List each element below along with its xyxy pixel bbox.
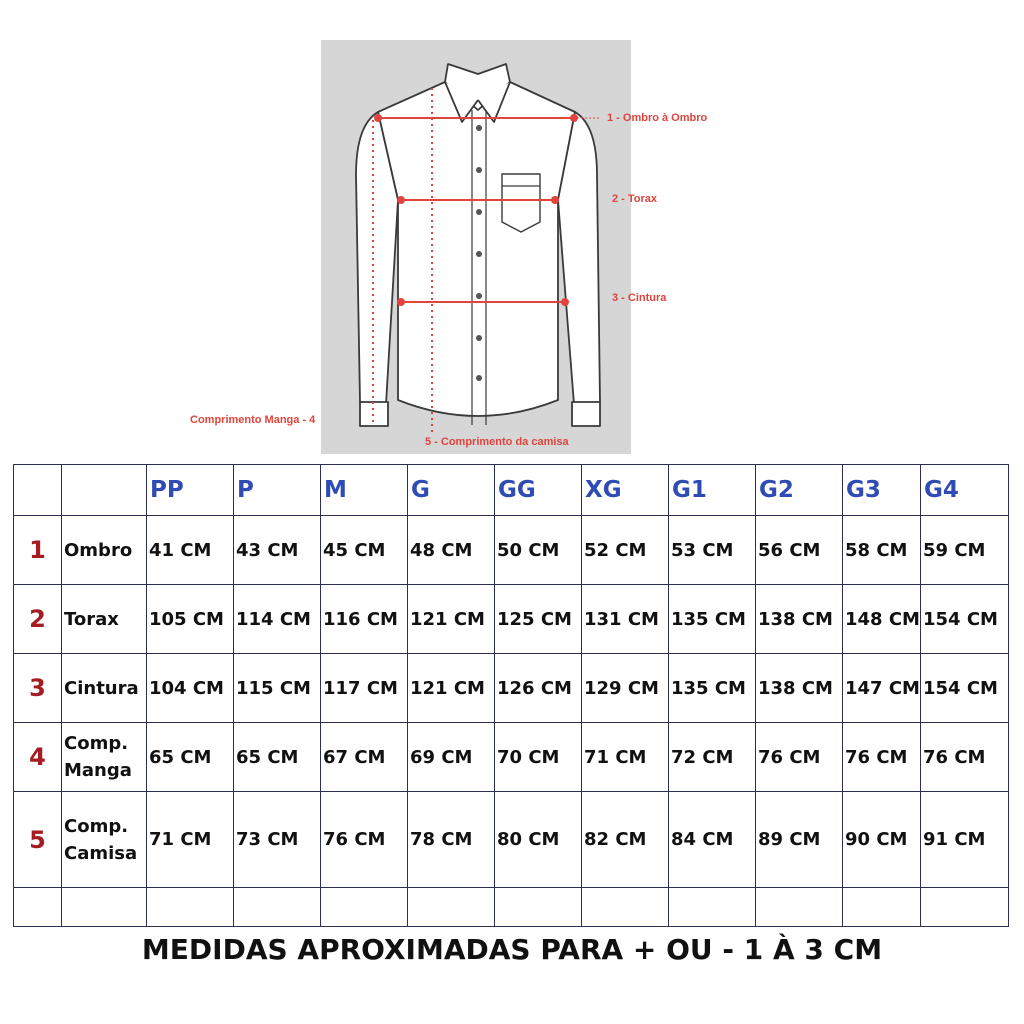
row-number: 5: [14, 792, 62, 888]
table-row: [14, 654, 1009, 723]
measure-value: 135 CM: [669, 654, 756, 723]
measure-value: 71 CM: [147, 792, 234, 888]
measure-value: 48 CM: [408, 516, 495, 585]
empty-cell: [495, 888, 582, 927]
measure-value: 148 CM: [843, 585, 921, 654]
measure-value: 70 CM: [495, 723, 582, 792]
measure-value: 65 CM: [234, 723, 321, 792]
row-number: 2: [14, 585, 62, 654]
table-row: [14, 723, 1009, 792]
measure-value: 147 CM: [843, 654, 921, 723]
shirt-diagram: [321, 40, 631, 454]
footnote: MEDIDAS APROXIMADAS PARA + OU - 1 À 3 CM: [141, 933, 883, 966]
measure-value: 116 CM: [321, 585, 408, 654]
table-header-row: [14, 465, 1009, 516]
measure-value: 90 CM: [843, 792, 921, 888]
measure-value: 78 CM: [408, 792, 495, 888]
measure-value: 91 CM: [921, 792, 1009, 888]
measure-value: 121 CM: [408, 585, 495, 654]
size-header-g: G: [408, 465, 495, 516]
measure-value: 43 CM: [234, 516, 321, 585]
measure-value: 114 CM: [234, 585, 321, 654]
measure-value: 89 CM: [756, 792, 843, 888]
row-number: 4: [14, 723, 62, 792]
label-manga: Comprimento Manga - 4: [190, 414, 316, 426]
corner-cell: [14, 465, 62, 516]
table-row: [14, 792, 1009, 888]
empty-cell: [408, 888, 495, 927]
label-torax: 2 - Torax: [612, 193, 658, 205]
size-header-gg: GG: [495, 465, 582, 516]
measure-value: 115 CM: [234, 654, 321, 723]
size-table: [13, 464, 1009, 927]
measure-name: Ombro: [62, 516, 147, 585]
size-header-p: P: [234, 465, 321, 516]
measure-value: 41 CM: [147, 516, 234, 585]
measure-value: 131 CM: [582, 585, 669, 654]
size-header-g3: G3: [843, 465, 921, 516]
label-camisa: 5 - Comprimento da camisa: [425, 436, 569, 448]
empty-cell: [14, 888, 62, 927]
measure-value: 121 CM: [408, 654, 495, 723]
measure-value: 56 CM: [756, 516, 843, 585]
measure-value: 76 CM: [843, 723, 921, 792]
measure-value: 53 CM: [669, 516, 756, 585]
measure-value: 138 CM: [756, 585, 843, 654]
empty-cell: [756, 888, 843, 927]
empty-cell: [921, 888, 1009, 927]
measure-value: 117 CM: [321, 654, 408, 723]
measure-value: 154 CM: [921, 654, 1009, 723]
measure-value: 58 CM: [843, 516, 921, 585]
label-cintura: 3 - Cintura: [612, 292, 667, 304]
measure-value: 76 CM: [321, 792, 408, 888]
empty-cell: [62, 888, 147, 927]
measure-value: 104 CM: [147, 654, 234, 723]
corner-cell: [62, 465, 147, 516]
size-header-xg: XG: [582, 465, 669, 516]
measure-value: 138 CM: [756, 654, 843, 723]
measure-value: 73 CM: [234, 792, 321, 888]
measure-value: 67 CM: [321, 723, 408, 792]
label-ombro: 1 - Ombro à Ombro: [607, 112, 708, 124]
size-header-g2: G2: [756, 465, 843, 516]
measure-value: 65 CM: [147, 723, 234, 792]
measure-value: 72 CM: [669, 723, 756, 792]
empty-cell: [234, 888, 321, 927]
measure-value: 45 CM: [321, 516, 408, 585]
size-header-g4: G4: [921, 465, 1009, 516]
row-number: 1: [14, 516, 62, 585]
measure-value: 125 CM: [495, 585, 582, 654]
measure-value: 154 CM: [921, 585, 1009, 654]
measure-value: 69 CM: [408, 723, 495, 792]
measure-name: Torax: [62, 585, 147, 654]
measure-value: 135 CM: [669, 585, 756, 654]
row-number: 3: [14, 654, 62, 723]
measure-name: Cintura: [62, 654, 147, 723]
measure-value: 50 CM: [495, 516, 582, 585]
empty-cell: [147, 888, 234, 927]
size-header-g1: G1: [669, 465, 756, 516]
size-header-pp: PP: [147, 465, 234, 516]
measure-value: 84 CM: [669, 792, 756, 888]
measure-value: 80 CM: [495, 792, 582, 888]
measure-value: 52 CM: [582, 516, 669, 585]
empty-cell: [582, 888, 669, 927]
measure-value: 126 CM: [495, 654, 582, 723]
measure-value: 76 CM: [921, 723, 1009, 792]
measure-value: 71 CM: [582, 723, 669, 792]
measure-value: 59 CM: [921, 516, 1009, 585]
size-header-m: M: [321, 465, 408, 516]
measure-value: 82 CM: [582, 792, 669, 888]
table-row: [14, 585, 1009, 654]
empty-cell: [843, 888, 921, 927]
measure-value: 129 CM: [582, 654, 669, 723]
table-row: [14, 516, 1009, 585]
empty-cell: [669, 888, 756, 927]
empty-row: [14, 888, 1009, 927]
empty-cell: [321, 888, 408, 927]
measure-value: 76 CM: [756, 723, 843, 792]
measure-name: Comp. Manga: [62, 723, 147, 792]
measure-name: Comp. Camisa: [62, 792, 147, 888]
measure-value: 105 CM: [147, 585, 234, 654]
